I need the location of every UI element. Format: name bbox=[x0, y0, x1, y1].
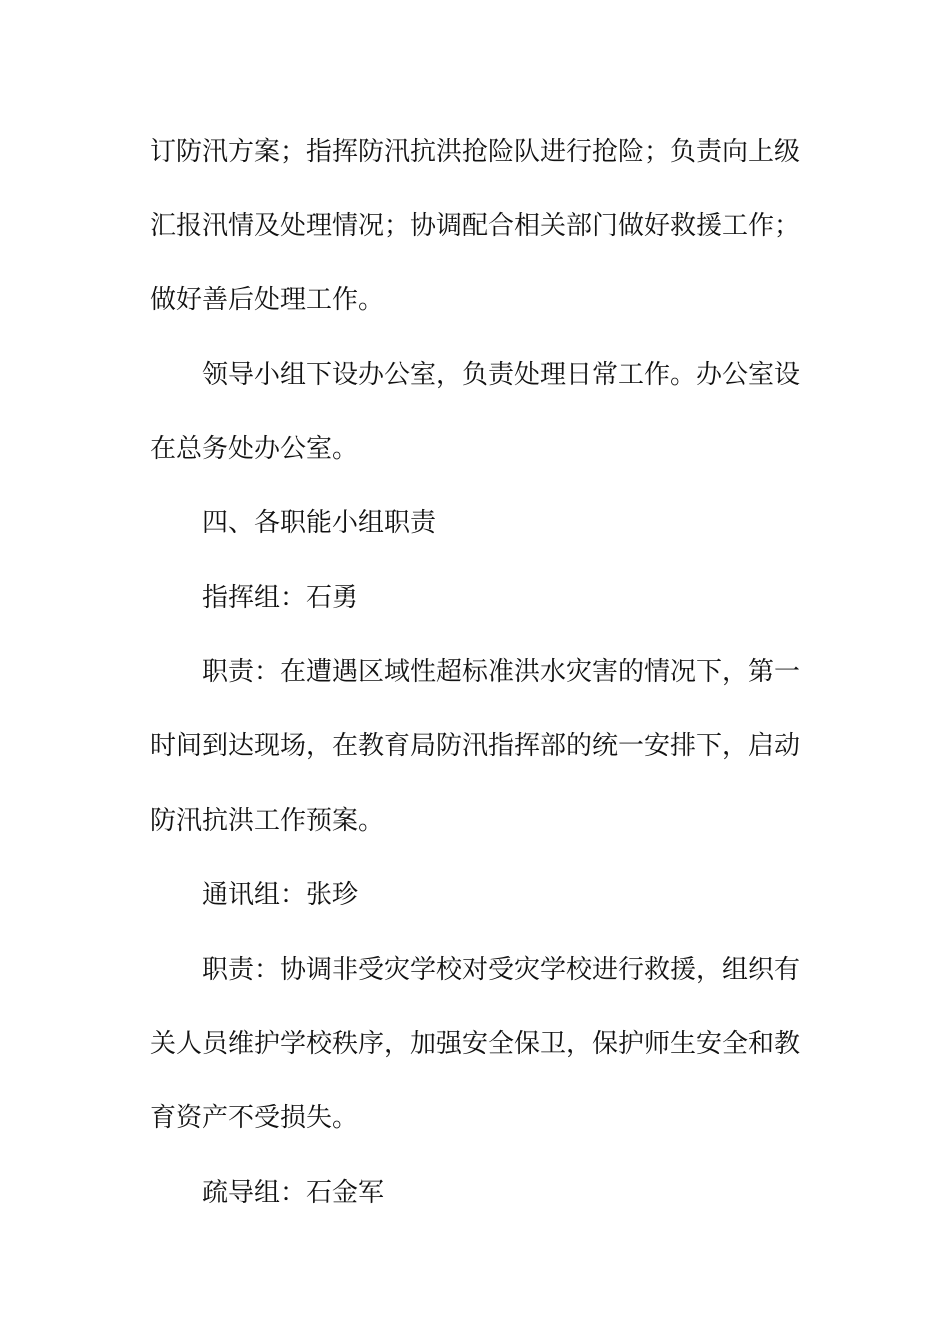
text-line: 订防汛方案；指挥防汛抗洪抢险队进行抢险；负责向上级 bbox=[150, 137, 801, 167]
text-line: 防汛抗洪工作预案。 bbox=[150, 806, 385, 836]
paragraph-first-line: 职责：协调非受灾学校对受灾学校进行救援，组织有 bbox=[202, 955, 801, 985]
text-line: 育资产不受损失。 bbox=[150, 1103, 359, 1133]
paragraph-first-line: 职责：在遭遇区域性超标准洪水灾害的情况下，第一 bbox=[202, 657, 801, 687]
text-line: 关人员维护学校秩序，加强安全保卫，保护师生安全和教 bbox=[150, 1029, 801, 1059]
text-line: 时间到达现场，在教育局防汛指挥部的统一安排下，启动 bbox=[150, 731, 801, 761]
text-line: 做好善后处理工作。 bbox=[150, 285, 385, 315]
section-heading: 四、各职能小组职责 bbox=[202, 508, 437, 538]
paragraph-first-line: 领导小组下设办公室，负责处理日常工作。办公室设 bbox=[202, 360, 801, 390]
group-heading-command: 指挥组：石勇 bbox=[202, 583, 359, 613]
text-line: 在总务处办公室。 bbox=[150, 434, 359, 464]
group-heading-communication: 通讯组：张珍 bbox=[202, 880, 359, 910]
text-line: 汇报汛情及处理情况；协调配合相关部门做好救援工作； bbox=[150, 211, 801, 241]
group-heading-guidance: 疏导组：石金军 bbox=[202, 1178, 385, 1208]
